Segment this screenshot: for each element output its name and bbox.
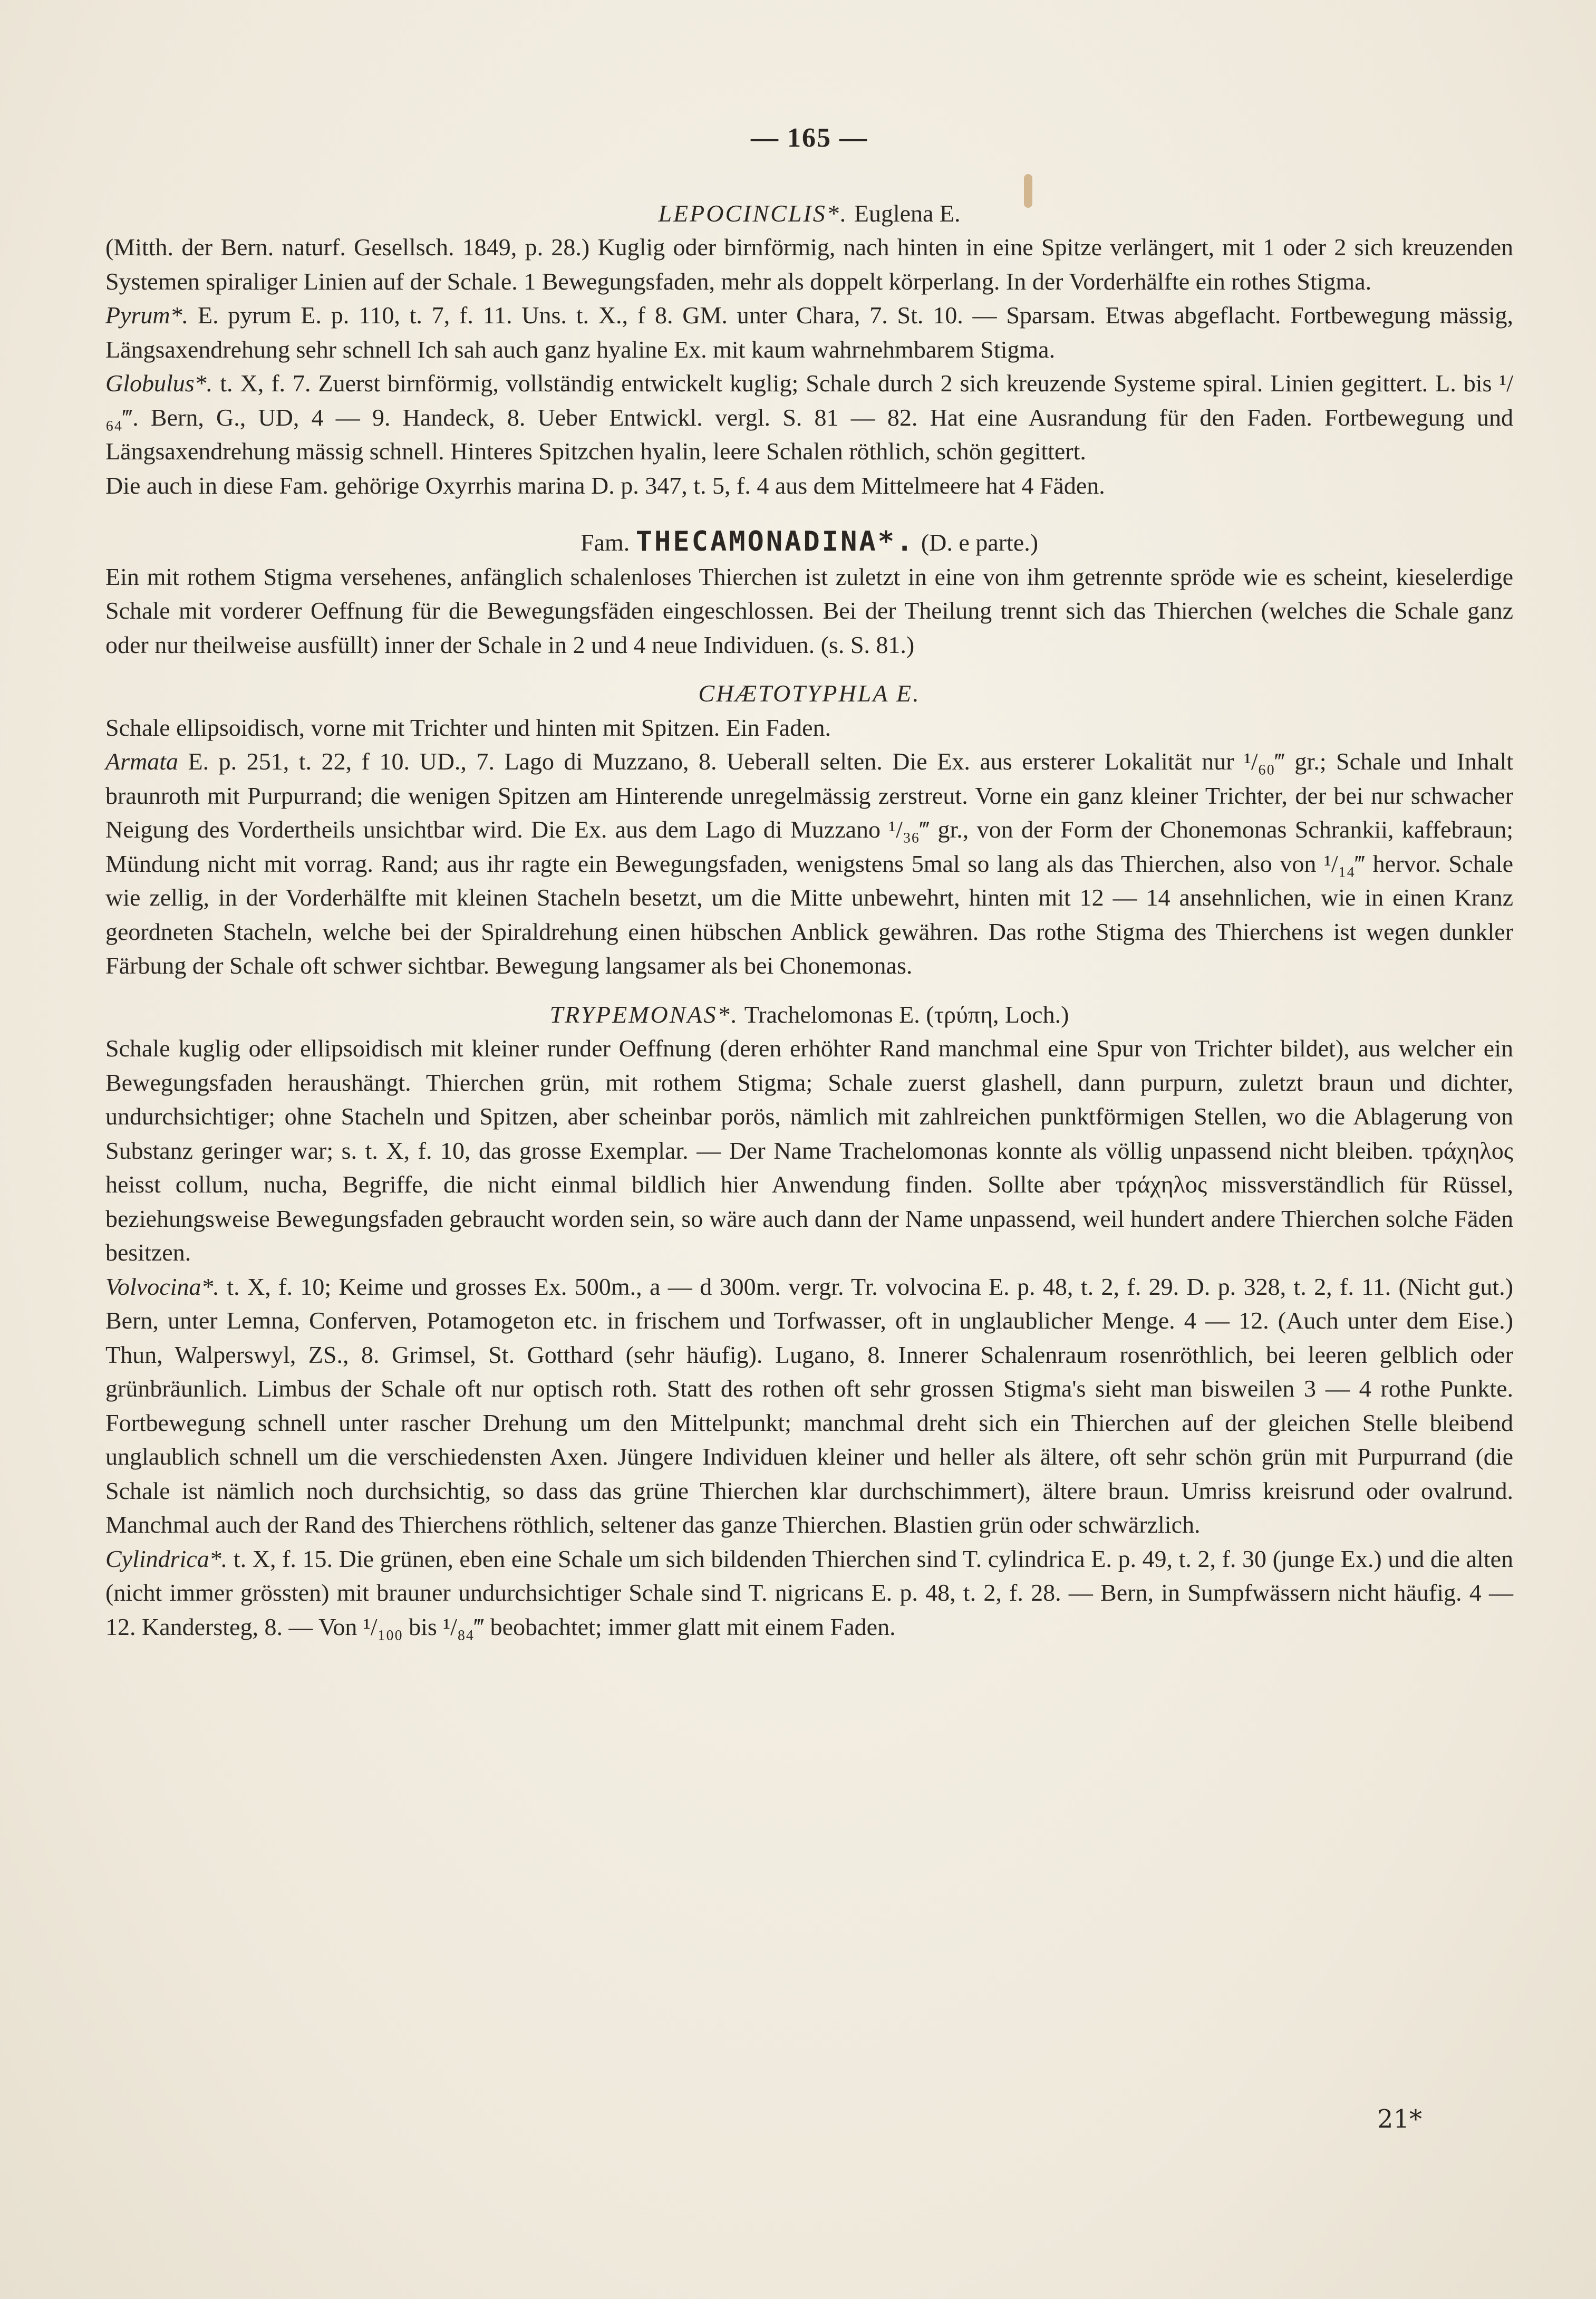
species-name: Cylindrica*. (105, 1545, 228, 1572)
paragraph-species-globulus (105, 367, 1513, 469)
family-heading-thecamonadina (105, 525, 1513, 560)
page-number: — 165 — (751, 123, 868, 153)
paragraph-thecamonadina: Ein mit rothem Stigma versehenes, anfänglich schalenloses Thierchen ist zuletzt in eine von ihm getrennte spröde wie es scheint, kieselerdige Schale mit vorderer Oeffnung für die Bewegungsfäden eingeschlossen. Bei der Theilung trennt sich das Thierchen (welches die Schale ganz oder nur theilweise ausfüllt) inner der Schale in 2 und 4 neue Individuen. (s. S. 81.) (105, 563, 1513, 658)
family-name: THECAMONADINA*. (635, 526, 915, 557)
paragraph-lepocinclis-intro: (Mitth. der Bern. naturf. Gesellsch. 1849, p. 28.) Kuglig oder birnförmig, nach hinten in eine Spitze verlängert, mit 1 oder 2 sich kreuzenden Systemen spiraliger Linien auf der Schale. 1 Bewegungsfaden, mehr als doppelt körperlang. In der Vorderhälfte ein rothes Stigma. (105, 234, 1513, 295)
species-description: E. pyrum E. p. 110, t. 7, f. 11. Uns. t. X., f 8. GM. unter Chara, 7. St. 10. — Sparsam. Etwas abgeflacht. Fortbewegung mässig, Längsaxendrehung sehr schnell Ich sah auch ganz hyaline Ex. mit kaum wahrnehmbarem Stigma. (105, 302, 1514, 363)
species-name: Pyrum*. (105, 302, 189, 329)
genus-name: CHÆTOTYPHLA E. (698, 680, 921, 707)
paragraph-species-pyrum (105, 299, 1513, 367)
genus-synonym: Trachelomonas E. (τρύπη, Loch.) (744, 1001, 1069, 1028)
paragraph-trypemonas-intro: Schale kuglig oder ellipsoidisch mit kleiner runder Oeffnung (deren erhöhter Rand manchmal eine Spur von Trichter bildet), aus welcher ein Bewegungsfaden heraushängt. Thierchen grün, mit rothem Stigma; Schale zuerst glashell, dann purpurn, zuletzt braun und dichter, undurchsichtiger; ohne Stacheln und Spitzen, aber scheinbar porös, nämlich mit zahlreichen punktförmigen Stellen, wo die Ablagerung von Substanz geringer war; s. t. X, f. 10, das grosse Exemplar. — Der Name Trachelomonas konnte als völlig unpassend nicht bleiben. τράχηλος heisst collum, nucha, Begriffe, die nicht einmal bildlich hier Anwendung finden. Sollte aber τράχηλος missverständlich für Rüssel, beziehungsweise Bewegungsfaden gebraucht worden sein, so wäre auch dann der Name unpassend, weil hundert andere Thierchen solche Fäden besitzen. (105, 1035, 1513, 1266)
genus-heading-lepocinclis (105, 197, 1513, 231)
family-suffix: (D. e parte.) (921, 529, 1039, 556)
paragraph-lepocinclis-note: Die auch in diese Fam. gehörige Oxyrrhis marina D. p. 347, t. 5, f. 4 aus dem Mittelmeere hat 4 Fäden. (105, 472, 1105, 499)
species-name: Armata (105, 748, 178, 775)
species-description: t. X, f. 7. Zuerst birnförmig, vollständig entwickelt kuglig; Schale durch 2 sich kreuzende Systeme spiral. Linien gegittert. L. bis ¹/₆₄‴. Bern, G., UD, 4 — 9. Handeck, 8. Ueber Entwickl. vergl. S. 81 — 82. Hat eine Ausrandung für den Faden. Fortbewegung und Längsaxendrehung mässig schnell. Hinteres Spitzchen hyalin, leere Schalen röthlich, schön gegittert. (105, 370, 1514, 465)
paragraph-species-cylindrica (105, 1542, 1513, 1644)
genus-heading-chaetotyphla (105, 677, 1513, 711)
genus-name: LEPOCINCLIS*. (658, 199, 848, 227)
paragraph-species-volvocina (105, 1270, 1513, 1542)
genus-synonym: Euglena E. (854, 199, 961, 227)
genus-name: TRYPEMONAS*. (549, 1001, 739, 1028)
species-description: t. X, f. 10; Keime und grosses Ex. 500m., a — d 300m. vergr. Tr. volvocina E. p. 48, t. 2, f. 29. D. p. 328, t. 2, f. 11. (Nicht gut.) Bern, unter Lemna, Conferven, Potamogeton etc. in frischem und Torfwasser, oft in unglaublicher Menge. 4 — 12. (Auch unter dem Eise.) Thun, Walperswyl, ZS., 8. Grimsel, St. Gotthard (sehr häufig). Lugano, 8. Innerer Schalenraum rosenröthlich, bei leeren gelblich oder grünbräunlich. Limbus der Schale oft nur optisch roth. Statt des rothen oft sehr grossen Stigma's sieht man bisweilen 3 — 4 rothe Punkte. Fortbewegung schnell unter rascher Drehung um den Mittelpunkt; manchmal dreht sich ein Thierchen auf der gleichen Stelle bleibend unglaublich schnell um die verschiedensten Axen. Jüngere Individuen kleiner und heller als ältere, oft sehr schön grün mit Purpurrand (die Schale ist nämlich noch durchsichtig, so dass das grüne Thierchen klar durchschimmert), ältere braun. Umriss kreisrund oder ovalrund. Manchmal auch der Rand des Thierchens röthlich, seltener das ganze Thierchen. Blastien grün oder schwärzlich. (105, 1273, 1513, 1538)
genus-heading-trypemonas (105, 998, 1513, 1032)
paragraph-species-armata (105, 745, 1513, 983)
species-description: E. p. 251, t. 22, f 10. UD., 7. Lago di Muzzano, 8. Ueberall selten. Die Ex. aus ersterer Lokalität nur ¹/₆₀‴ gr.; Schale und Inhalt braunroth mit Purpurrand; die wenigen Spitzen am Hinterende unregelmässig zerstreut. Vorne ein ganz kleiner Trichter, der bei nur schwacher Neigung des Vordertheils unsichtbar wird. Die Ex. aus dem Lago di Muzzano ¹/₃₆‴ gr., von der Form der Chonemonas Schrankii, kaffebraun; Mündung nicht mit vorrag. Rand; aus ihr ragte ein Bewegungsfaden, wenigstens 5mal so lang als das Thierchen, also von ¹/₁₄‴ hervor. Schale wie zellig, in der Vorderhälfte mit kleinen Stacheln besetzt, um die Mitte unbewehrt, hinten mit 12 — 14 ansehnlichen, wie in einen Kranz geordneten Stacheln, welche bei der Spiraldrehung einen hübschen Anblick gewähren. Das rothe Stigma des Thierchens ist wegen dunkler Färbung der Schale oft schwer sichtbar. Bewegung langsamer als bei Chonemonas. (105, 748, 1514, 979)
species-name: Globulus*. (105, 370, 213, 397)
text-body (105, 121, 1513, 1644)
species-name: Volvocina*. (105, 1273, 219, 1300)
signature-mark: 21* (1377, 2104, 1422, 2134)
species-description: t. X, f. 15. Die grünen, eben eine Schale um sich bildenden Thierchen sind T. cylindrica E. p. 49, t. 2, f. 30 (junge Ex.) und die alten (nicht immer grössten) mit brauner undurchsichtiger Schale sind T. nigricans E. p. 48, t. 2, f. 28. — Bern, in Sumpfwässern nicht häufig. 4 — 12. Kandersteg, 8. — Von ¹/₁₀₀ bis ¹/₈₄‴ beobachtet; immer glatt mit einem Faden. (105, 1545, 1514, 1640)
family-prefix: Fam. (580, 529, 630, 556)
paragraph-chaetotyphla-intro: Schale ellipsoidisch, vorne mit Trichter und hinten mit Spitzen. Ein Faden. (105, 714, 831, 741)
